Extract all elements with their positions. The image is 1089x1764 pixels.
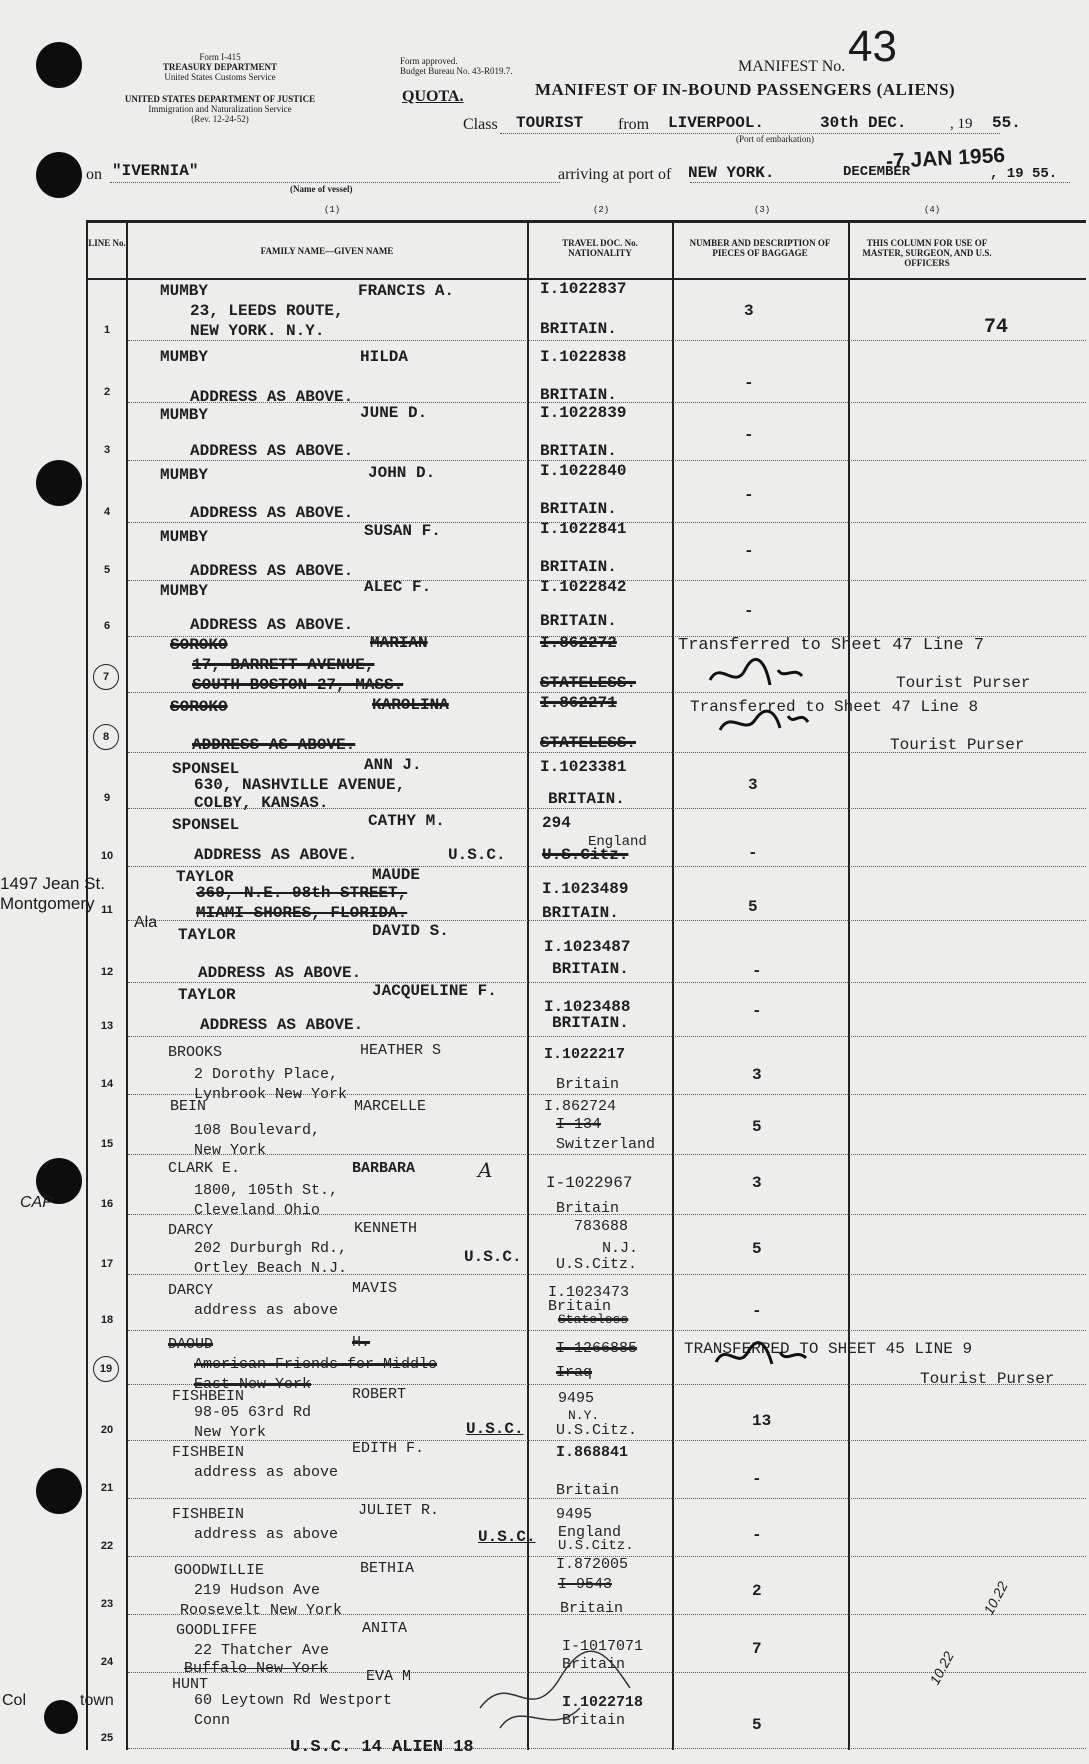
transfer-note: Transferred to Sheet 47 Line 8 [690,698,979,716]
address: New York [194,1424,267,1441]
line-number: 15 [100,1138,114,1150]
address: 1800, 105th St., [194,1182,339,1199]
nationality: Britain [556,1482,620,1499]
nationality: BRITAIN. [540,386,617,404]
travel-doc: I-1266885 [556,1340,638,1357]
port-note: (Port of embarkation) [736,134,814,144]
table-column-divider [848,222,850,1750]
transfer-note: Transferred to Sheet 47 Line 7 [678,636,985,655]
line-number: 24 [100,1656,114,1668]
given-name: ALEC F. [364,578,432,596]
family-name: MUMBY [160,528,209,546]
punch-hole [36,460,82,506]
family-name: BEIN [170,1098,207,1115]
from-label: from [618,116,650,133]
purser-note: Tourist Purser [920,1370,1055,1388]
travel-doc: I.1022838 [540,348,627,366]
travel-doc: I.872005 [556,1556,629,1573]
column-number: (1) [324,205,341,215]
address: 369, N.E. 98th STREET, [196,884,408,902]
nationality: Britain [562,1712,626,1729]
travel-doc: I.1022842 [540,578,627,596]
nationality: U.S.Citz. [558,1538,634,1554]
baggage-count: 2 [752,1582,762,1600]
address: ADDRESS AS ABOVE. [190,562,354,580]
family-name: HUNT [172,1676,209,1693]
margin-note: Montgomery [0,894,95,913]
address: East New York [194,1376,312,1393]
row-separator [128,1154,1086,1155]
nationality-struck: Stateless [558,1312,629,1327]
given-name: MAUDE [372,866,421,884]
address: Cleveland Ohio [194,1202,321,1219]
given-name: BETHIA [360,1560,415,1577]
line-number: 12 [100,966,114,978]
year-prefix: , 19 [950,116,973,132]
embarkation-year: 55. [992,114,1021,132]
line-number: 4 [103,506,111,518]
family-name: GOODLIFFE [176,1622,258,1639]
class-value: TOURIST [516,114,584,132]
column-header-baggage: NUMBER AND DESCRIPTION OF PIECES OF BAGGAGE [689,238,831,258]
column-header-line: LINE No. [88,238,126,248]
given-name: ANITA [362,1620,408,1637]
nationality: STATELESS. [540,734,637,752]
address: Conn [194,1712,231,1729]
column-header-name: FAMILY NAME—GIVEN NAME [260,246,394,256]
address: Ortley Beach N.J. [194,1260,348,1277]
column-number: (3) [754,205,771,215]
baggage-count: 13 [752,1412,772,1430]
family-name: SPONSEL [172,760,240,778]
family-name: TAYLOR [178,926,236,944]
address: ADDRESS AS ABOVE. [198,964,362,982]
baggage-count: - [744,486,754,504]
line-number: 25 [100,1732,114,1744]
quota-label: QUOTA. [402,88,464,105]
given-name: JUNE D. [360,404,428,422]
line-number: 22 [100,1540,114,1552]
justice-label: UNITED STATES DEPARTMENT OF JUSTICE [124,94,316,104]
nationality: BRITAIN. [540,442,617,460]
address: 2 Dorothy Place, [194,1066,339,1083]
line-number: 6 [103,620,111,632]
baggage-count: - [744,426,754,444]
address: address as above [194,1526,339,1543]
usc-mark: U.S.C. [464,1248,522,1266]
nationality-correction: England [558,1524,622,1541]
nationality: U.S.Citz. [556,1256,638,1273]
rule [690,182,1070,183]
nationality: Britain [556,1076,620,1093]
transfer-note: TRANSFERRED TO SHEET 45 LINE 9 [684,1340,973,1358]
address: ADDRESS AS ABOVE. [194,846,358,864]
purser-note: Tourist Purser [896,674,1031,692]
rev-label: (Rev. 12-24-52) [191,114,249,124]
line-number: 16 [100,1198,114,1210]
line-number: 1 [103,324,111,336]
table-column-divider [672,222,674,1750]
nationality: Britain [560,1600,624,1617]
line-number: 23 [100,1598,114,1610]
travel-doc: 783688 [574,1218,629,1235]
given-name: JACQUELINE F. [372,982,497,1000]
travel-doc: I-1017071 [562,1638,644,1655]
baggage-count: 7 [752,1640,762,1658]
usc-mark: U.S.C. [478,1528,536,1546]
line-number: 20 [100,1424,114,1436]
family-name: MUMBY [160,282,209,300]
travel-doc: I.1022217 [544,1046,626,1063]
address: address as above [194,1464,339,1481]
line-number: 13 [100,1020,114,1032]
given-name: EVA M [366,1668,412,1685]
line-number: 3 [103,444,111,456]
address: 202 Durburgh Rd., [194,1240,348,1257]
address: ADDRESS AS ABOVE. [200,1016,364,1034]
line-number: 19 [93,1356,119,1382]
row-separator [128,866,1086,867]
family-name: CLARK E. [168,1160,241,1177]
budget-label: Budget Bureau No. 43-R019.7. [400,66,513,76]
family-name: TAYLOR [176,868,234,886]
baggage-count: 5 [752,1118,762,1136]
line-number: 9 [103,792,111,804]
travel-doc: I.1023487 [544,938,631,956]
family-name: MUMBY [160,582,209,600]
line-number: 5 [103,564,111,576]
travel-doc-state: N.Y. [568,1408,600,1423]
baggage-count: 3 [744,302,754,320]
given-name: CATHY M. [368,812,445,830]
approved-label: Form approved. [400,56,458,66]
travel-doc: I-1022967 [546,1174,633,1192]
baggage-count: - [744,602,754,620]
officer-scribble: 10.22 [926,1648,957,1688]
travel-doc: I.1023489 [542,880,629,898]
nationality: BRITAIN. [540,500,617,518]
baggage-count: - [748,844,758,862]
punch-hole [36,1468,82,1514]
family-name: DAOUD [168,1336,214,1353]
baggage-count: - [752,1526,762,1544]
address: ADDRESS AS ABOVE. [190,388,354,406]
nationality: BRITAIN. [552,960,629,978]
manifest-no-label: MANIFEST No. [738,58,846,75]
column-number: (2) [593,205,610,215]
address: 98-05 63rd Rd [194,1404,312,1421]
address: 60 Leytown Rd Westport [194,1692,393,1709]
family-name: SOROKO [170,636,228,654]
nationality: Britain [562,1656,626,1673]
nationality: BRITAIN. [542,904,619,922]
arrival-date-stamp: -7 JAN 1956 [885,143,1006,174]
address: COLBY, KANSAS. [194,794,329,812]
given-name: DAVID S. [372,922,449,940]
nationality: BRITAIN. [552,1014,629,1032]
address: 630, NASHVILLE AVENUE, [194,776,406,794]
arrival-year: , 19 55. [990,166,1058,182]
family-name: BROOKS [168,1044,223,1061]
column-header-doc: TRAVEL DOC. No. NATIONALITY [562,238,638,258]
nationality: U.S.Citz. [556,1422,638,1439]
family-name: GOODWILLIE [174,1562,265,1579]
baggage-count: 5 [748,898,758,916]
baggage-count: 3 [752,1174,762,1192]
travel-doc-struck: I-134 [556,1116,602,1133]
address: 22 Thatcher Ave [194,1642,330,1659]
travel-doc: I.1022718 [562,1694,644,1711]
given-name: MAVIS [352,1280,398,1297]
table-left-border [86,222,88,1750]
travel-doc-state: N.J. [602,1240,639,1257]
manifest-number: 43 [848,22,897,71]
nationality: BRITAIN. [540,558,617,576]
given-name: JOHN D. [368,464,436,482]
given-name: FRANCIS A. [358,282,455,300]
line-number: 8 [93,724,119,750]
address: Buffalo New York [184,1660,329,1677]
travel-doc: I.868841 [556,1444,629,1461]
address: 219 Hudson Ave [194,1582,321,1599]
baggage-count: 3 [748,776,758,794]
given-name: ROBERT [352,1386,407,1403]
punch-hole [36,152,82,198]
baggage-count: 5 [752,1240,762,1258]
footer-totals: U.S.C. 14 ALIEN 18 [290,1738,474,1757]
rule [110,182,560,183]
given-name: HILDA [360,348,409,366]
nationality: STATELESS. [540,674,637,692]
rule [500,133,1000,134]
line-number: 2 [103,386,111,398]
row-separator [128,340,1086,341]
margin-note: town [80,1692,114,1709]
officer-note: 74 [984,316,1009,339]
signature [700,640,820,740]
baggage-count: - [744,542,754,560]
given-name: EDITH F. [352,1440,425,1457]
vessel-note: (Name of vessel) [290,184,353,194]
table-column-divider [126,222,128,1750]
travel-doc: 9495 [558,1390,595,1407]
given-name: MARIAN [370,634,428,652]
nationality: Iraq [556,1364,593,1381]
address: 108 Boulevard, [194,1122,321,1139]
margin-note: Ala [134,914,158,931]
treasury-label: TREASURY DEPARTMENT [162,62,278,72]
given-name: ANN J. [364,756,422,774]
ins-label: Immigration and Naturalization Service [148,104,292,114]
row-separator [128,1036,1086,1037]
punch-hole [44,1700,78,1734]
column-number: (4) [924,205,941,215]
family-name: MUMBY [160,466,209,484]
address: address as above [194,1302,339,1319]
row-separator [128,1748,1086,1749]
nationality: BRITAIN. [540,612,617,630]
form-number: Form I-415 [199,52,241,62]
family-name: TAYLOR [178,986,236,1004]
line-number: 21 [100,1482,114,1494]
travel-doc-struck: I-9543 [558,1576,613,1593]
nationality-correction: England [588,834,647,850]
travel-doc: I.1023473 [548,1284,630,1301]
embarkation-date: 30th DEC. [820,114,907,132]
travel-doc: I.862271 [540,694,617,712]
family-name: MUMBY [160,348,209,366]
header-form-block [135,52,305,82]
signature [470,1648,640,1738]
column-header-officers: THIS COLUMN FOR USE OF MASTER, SURGEON, AND U.S. OFFICERS [862,238,992,268]
arrival-port: NEW YORK. [688,164,775,182]
approval-block [400,56,513,76]
address: ADDRESS AS ABOVE. [190,504,354,522]
baggage-count: - [752,1470,762,1488]
initial-note: A [478,1158,493,1182]
customs-label: United States Customs Service [164,72,276,82]
vessel-name: "IVERNIA" [112,162,199,180]
address: NEW YORK. N.Y. [190,322,325,340]
line-number: 7 [93,664,119,690]
address: 17, BARRETT AVENUE, [192,656,375,674]
given-name: BARBARA [352,1160,416,1177]
travel-doc: I.862724 [544,1098,617,1115]
punch-hole [36,42,82,88]
travel-doc: I.1022841 [540,520,627,538]
margin-note: 1497 Jean St. [0,874,105,893]
given-name: JULIET R. [358,1502,440,1519]
arrival-month: DECEMBER [843,164,911,180]
family-name: SPONSEL [172,816,240,834]
address: Roosevelt New York [180,1602,343,1619]
travel-doc: 294 [542,814,571,832]
line-number: 17 [100,1258,114,1270]
row-separator [128,460,1086,461]
signature [710,1336,820,1376]
usc-mark: U.S.C. [466,1420,524,1438]
manifest-title: MANIFEST OF IN-BOUND PASSENGERS (ALIENS) [535,80,956,99]
nationality: BRITAIN. [548,790,625,808]
table-column-divider [527,222,529,1750]
family-name: DARCY [168,1222,214,1239]
travel-doc: I.1022840 [540,462,627,480]
address: 23, LEEDS ROUTE, [190,302,344,320]
table-top-border [86,220,1086,223]
usc-mark: U.S.C. [448,846,506,864]
family-name: DARCY [168,1282,214,1299]
address: MIAMI SHORES, FLORIDA. [196,904,408,922]
address: Lynbrook New York [194,1086,348,1103]
family-name: SOROKO [170,698,228,716]
class-label: Class [463,116,498,133]
given-name: KENNETH [354,1220,418,1237]
baggage-count: 3 [752,1066,762,1084]
margin-note: Col [2,1692,27,1709]
given-name: H. [352,1334,371,1351]
arriving-label: arriving at port of [558,166,672,183]
nationality: Britain [548,1298,612,1315]
travel-doc: I.1023381 [540,758,627,776]
nationality: Switzerland [556,1136,656,1153]
line-number: 11 [101,904,113,916]
given-name: HEATHER S [360,1042,442,1059]
header-justice-block [85,94,355,124]
on-label: on [86,166,102,183]
travel-doc: I.1023488 [544,998,631,1016]
purser-note: Tourist Purser [890,736,1025,754]
nationality: U.S.Citz. [542,846,629,864]
nationality: BRITAIN. [540,320,617,338]
address: ADDRESS AS ABOVE. [190,442,354,460]
baggage-count: - [752,962,762,980]
travel-doc: I.862272 [540,634,617,652]
line-number: 10 [100,850,114,862]
row-separator [128,1440,1086,1441]
address: New York [194,1142,267,1159]
baggage-count: - [744,374,754,392]
port-of-embarkation: LIVERPOOL. [668,114,765,132]
row-separator [128,1330,1086,1331]
nationality: Britain [556,1200,620,1217]
address: ADDRESS AS ABOVE. [192,736,356,754]
baggage-count: 5 [752,1716,762,1734]
given-name: SUSAN F. [364,522,441,540]
baggage-count: - [752,1002,762,1020]
family-name: FISHBEIN [172,1444,245,1461]
family-name: MUMBY [160,406,209,424]
family-name: FISHBEIN [172,1388,245,1405]
line-number: 14 [100,1078,114,1090]
travel-doc: I.1022837 [540,280,627,298]
baggage-count: - [752,1302,762,1320]
given-name: MARCELLE [354,1098,427,1115]
address: American Friends for Middle [194,1356,438,1373]
travel-doc: I.1022839 [540,404,627,422]
line-number: 18 [100,1314,114,1326]
row-separator [128,982,1086,983]
address: SOUTH BOSTON 27, MASS. [192,676,404,694]
officer-scribble: 10.22 [980,1578,1011,1618]
family-name: FISHBEIN [172,1506,245,1523]
travel-doc: 9495 [556,1506,593,1523]
margin-note: CAP [20,1194,53,1211]
address: ADDRESS AS ABOVE. [190,616,354,634]
given-name: KAROLINA [372,696,449,714]
